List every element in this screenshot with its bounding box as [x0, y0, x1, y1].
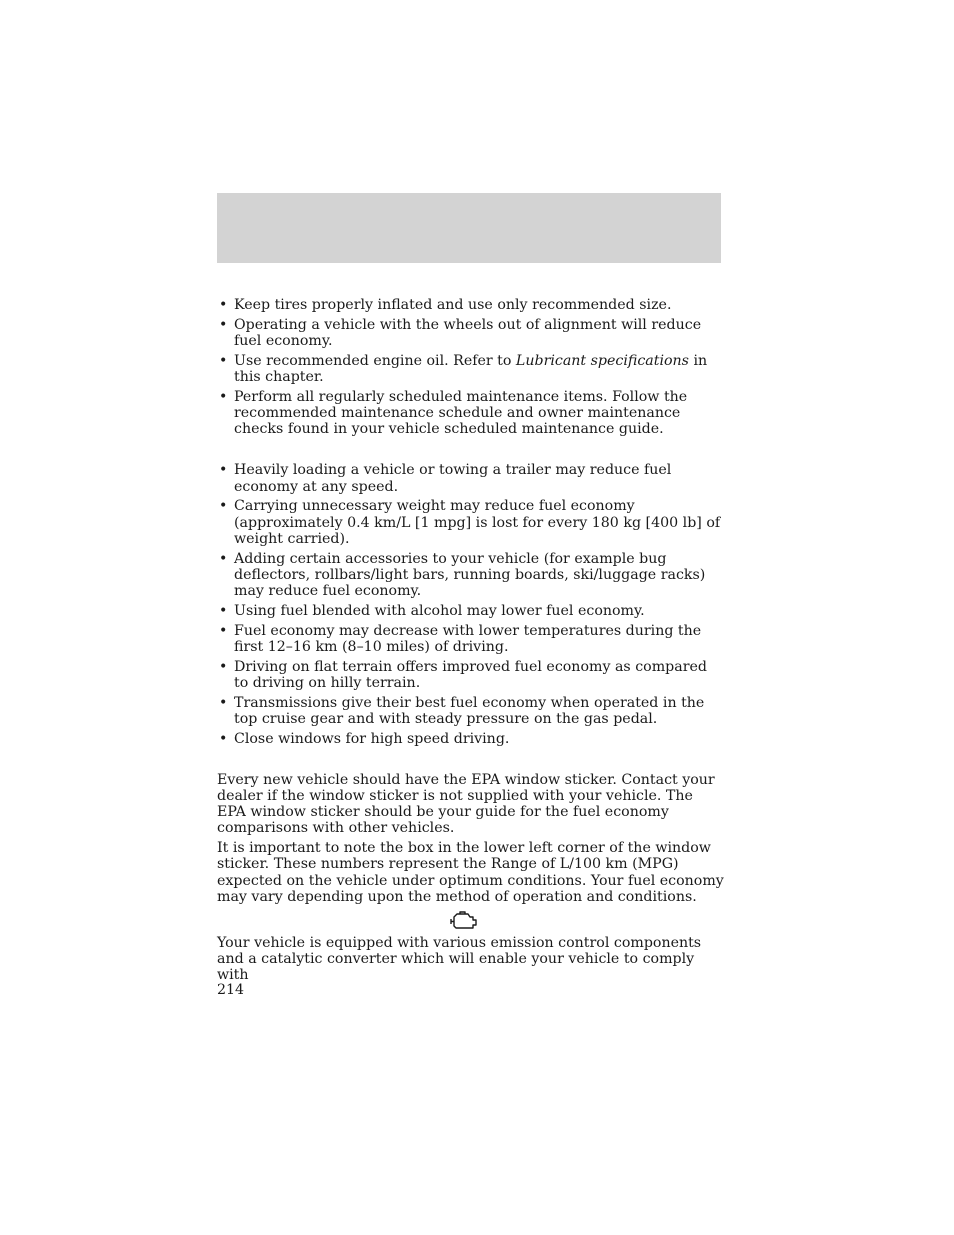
- emission-paragraph: Your vehicle is equipped with various emission control components and a catalytic converter which will enable your vehicle to comply with: [217, 935, 702, 984]
- list-item-text-pre: Use recommended engine oil. Refer to: [234, 352, 516, 369]
- list-item: [217, 317, 725, 349]
- list-item-text: Transmissions give their best fuel economy when operated in the top cruise gear and with steady pressure on the gas pedal.: [234, 694, 705, 727]
- list-item-text: Perform all regularly scheduled maintenance items. Follow the recommended maintenance schedule and owner maintenance checks found in your vehicle scheduled maintenance guide.: [234, 388, 688, 438]
- list-item-text: Using fuel blended with alcohol may lower fuel economy.: [234, 602, 645, 619]
- epa-sticker-section: [217, 772, 725, 905]
- header-bar: [217, 193, 721, 263]
- list-item: [217, 659, 725, 691]
- list-item-text: Keep tires properly inflated and use only recommended size.: [234, 297, 672, 313]
- list-item: [217, 462, 725, 494]
- bullet-icon: •: [219, 694, 228, 711]
- bullet-icon: •: [219, 352, 228, 369]
- maintenance-list: [217, 297, 725, 437]
- list-item: [217, 695, 725, 727]
- page-number: 214: [217, 982, 245, 998]
- bullet-icon: •: [219, 498, 228, 515]
- list-item: [217, 603, 725, 619]
- emission-icon-row: [217, 910, 725, 932]
- list-item-text: Carrying unnecessary weight may reduce fuel economy (approximately 0.4 km/L [1 mpg] is lost for every 180 kg [400 lb] of weight carried).: [234, 498, 721, 547]
- engine-icon: [448, 910, 478, 932]
- list-item: [217, 551, 725, 600]
- page-content: [217, 297, 725, 987]
- epa-paragraph: It is important to note the box in the lower left corner of the window sticker. These numbers represent the Range of L/100 km (MPG) expected on the vehicle under optimum conditions. Your fuel economy may vary depending upon the method of operation and conditions.: [217, 840, 724, 905]
- list-item: [217, 389, 725, 438]
- list-item: [217, 353, 725, 385]
- bullet-icon: •: [219, 297, 228, 313]
- list-item: [217, 297, 725, 313]
- lubricant-specifications-reference: Lubricant specifications: [515, 352, 689, 369]
- bullet-icon: •: [219, 730, 228, 747]
- list-item-text: Driving on flat terrain offers improved fuel economy as compared to driving on hilly terrain.: [234, 658, 707, 691]
- bullet-icon: •: [219, 462, 228, 479]
- list-item-text: Fuel economy may decrease with lower temperatures during the first 12–16 km (8–10 miles) of driving.: [234, 622, 702, 655]
- bullet-icon: •: [219, 622, 228, 639]
- list-item-text: Close windows for high speed driving.: [234, 730, 510, 747]
- list-item: [217, 498, 725, 547]
- bullet-icon: •: [219, 550, 228, 567]
- bullet-icon: •: [219, 602, 228, 619]
- list-item-text: Heavily loading a vehicle or towing a trailer may reduce fuel economy at any speed.: [234, 462, 672, 495]
- epa-paragraph: Every new vehicle should have the EPA window sticker. Contact your dealer if the window sticker is not supplied with your vehicle. The EPA window sticker should be your guide for the fuel economy comparisons with other vehicles.: [217, 771, 715, 837]
- bullet-icon: •: [219, 658, 228, 675]
- list-item-text: Operating a vehicle with the wheels out of alignment will reduce fuel economy.: [234, 316, 702, 349]
- bullet-icon: •: [219, 316, 228, 333]
- list-item: [217, 731, 725, 747]
- list-item: [217, 623, 725, 655]
- list-item-text-post: in this chapter.: [234, 352, 708, 385]
- bullet-icon: •: [219, 388, 228, 405]
- conditions-list: [217, 462, 725, 746]
- list-item-text: Adding certain accessories to your vehicle (for example bug deflectors, rollbars/light bars, running boards, ski/luggage racks) may reduce fuel economy.: [234, 550, 706, 600]
